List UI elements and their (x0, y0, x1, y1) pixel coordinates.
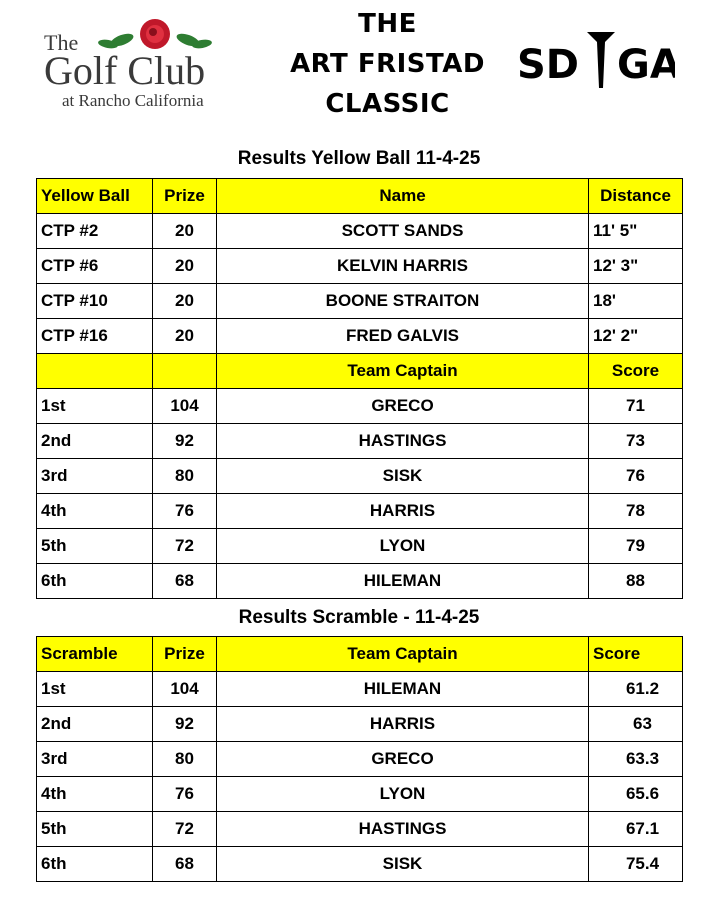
table-cell: HARRIS (217, 707, 589, 742)
table-cell: 92 (153, 707, 217, 742)
table-cell: 76 (153, 494, 217, 529)
header-cell: Score (589, 354, 683, 389)
table-cell: 4th (37, 494, 153, 529)
logo-line3: at Rancho California (62, 91, 204, 110)
table-cell: LYON (217, 529, 589, 564)
logo-line2: Golf Club (44, 48, 206, 93)
table-cell: 5th (37, 529, 153, 564)
table-cell: 20 (153, 319, 217, 354)
yellow-ball-table (36, 178, 683, 599)
header-cell: Prize (153, 637, 217, 672)
table-cell: 68 (153, 564, 217, 599)
logo-line1: The (44, 30, 79, 55)
title-line: CLASSIC (325, 89, 450, 119)
table-cell: GRECO (217, 742, 589, 777)
scramble-table (36, 636, 683, 882)
table-cell: 71 (589, 389, 683, 424)
table-cell: 92 (153, 424, 217, 459)
header-cell: Distance (589, 179, 683, 214)
table-row (37, 459, 683, 494)
header-cell: Score (589, 637, 683, 672)
table-cell: 78 (589, 494, 683, 529)
table-cell: CTP #6 (37, 249, 153, 284)
table-cell: 1st (37, 389, 153, 424)
table-cell: CTP #16 (37, 319, 153, 354)
table-cell: CTP #10 (37, 284, 153, 319)
golf-club-logo (40, 14, 250, 114)
header-cell: Name (217, 179, 589, 214)
header-cell: Yellow Ball (37, 179, 153, 214)
table-cell: 20 (153, 284, 217, 319)
header-row (37, 179, 683, 214)
table-cell: HASTINGS (217, 812, 589, 847)
table-cell: HARRIS (217, 494, 589, 529)
table-cell: HASTINGS (217, 424, 589, 459)
table-cell: 88 (589, 564, 683, 599)
table-cell: 4th (37, 777, 153, 812)
table-row (37, 214, 683, 249)
table-cell: 80 (153, 459, 217, 494)
title-line: THE (358, 9, 417, 39)
table-cell: 104 (153, 672, 217, 707)
header-cell (37, 354, 153, 389)
table-cell: CTP #2 (37, 214, 153, 249)
table-row (37, 494, 683, 529)
yellow-ball-title: Results Yellow Ball 11-4-25 (237, 148, 481, 169)
scramble-title: Results Scramble - 11-4-25 (238, 607, 480, 628)
rose-logo-icon (40, 14, 250, 114)
table-cell: HILEMAN (217, 564, 589, 599)
table-row (37, 249, 683, 284)
table-cell: 11' 5" (589, 214, 683, 249)
table-cell: 65.6 (589, 777, 683, 812)
table-cell: HILEMAN (217, 672, 589, 707)
header-row (37, 637, 683, 672)
table-cell: 80 (153, 742, 217, 777)
table-cell: SISK (217, 459, 589, 494)
header-cell: Prize (153, 179, 217, 214)
table-row (37, 742, 683, 777)
table-cell: GRECO (217, 389, 589, 424)
table-cell: 6th (37, 847, 153, 882)
table-cell: BOONE STRAITON (217, 284, 589, 319)
title-line: ART FRISTAD (290, 49, 485, 79)
table-cell: 73 (589, 424, 683, 459)
table-cell: 20 (153, 249, 217, 284)
table-row (37, 529, 683, 564)
table-cell: 3rd (37, 459, 153, 494)
table-cell: 3rd (37, 742, 153, 777)
table-cell: KELVIN HARRIS (217, 249, 589, 284)
table-cell: 76 (153, 777, 217, 812)
logo-right-text: SD (517, 42, 580, 88)
header-cell: Team Captain (217, 637, 589, 672)
table-cell: 79 (589, 529, 683, 564)
table-cell: 72 (153, 812, 217, 847)
table-cell: 61.2 (589, 672, 683, 707)
header-cell: Scramble (37, 637, 153, 672)
table-cell: 76 (589, 459, 683, 494)
table-row (37, 564, 683, 599)
table-row (37, 777, 683, 812)
table-cell: 68 (153, 847, 217, 882)
table-row (37, 812, 683, 847)
table-cell: 63.3 (589, 742, 683, 777)
header-row (37, 354, 683, 389)
header-cell (153, 354, 217, 389)
event-title (270, 4, 505, 124)
table-cell: SCOTT SANDS (217, 214, 589, 249)
table-row (37, 847, 683, 882)
table-cell: 2nd (37, 424, 153, 459)
table-row (37, 672, 683, 707)
table-row (37, 707, 683, 742)
table-cell: 67.1 (589, 812, 683, 847)
table-row (37, 389, 683, 424)
table-cell: LYON (217, 777, 589, 812)
table-cell: SISK (217, 847, 589, 882)
table-cell: 72 (153, 529, 217, 564)
table-cell: 63 (589, 707, 683, 742)
table-cell: 75.4 (589, 847, 683, 882)
table-cell: 6th (37, 564, 153, 599)
golf-tee-logo-icon (515, 28, 675, 92)
table-cell: 20 (153, 214, 217, 249)
table-row (37, 319, 683, 354)
table-cell: 12' 2" (589, 319, 683, 354)
table-cell: 12' 3" (589, 249, 683, 284)
table-cell: FRED GALVIS (217, 319, 589, 354)
sdga-logo (515, 28, 675, 92)
table-cell: 18' (589, 284, 683, 319)
table-cell: 1st (37, 672, 153, 707)
table-row (37, 284, 683, 319)
table-cell: 5th (37, 812, 153, 847)
table-cell: 104 (153, 389, 217, 424)
logo-right-text-2: GA (617, 42, 675, 88)
table-cell: 2nd (37, 707, 153, 742)
table-row (37, 424, 683, 459)
header-cell: Team Captain (217, 354, 589, 389)
